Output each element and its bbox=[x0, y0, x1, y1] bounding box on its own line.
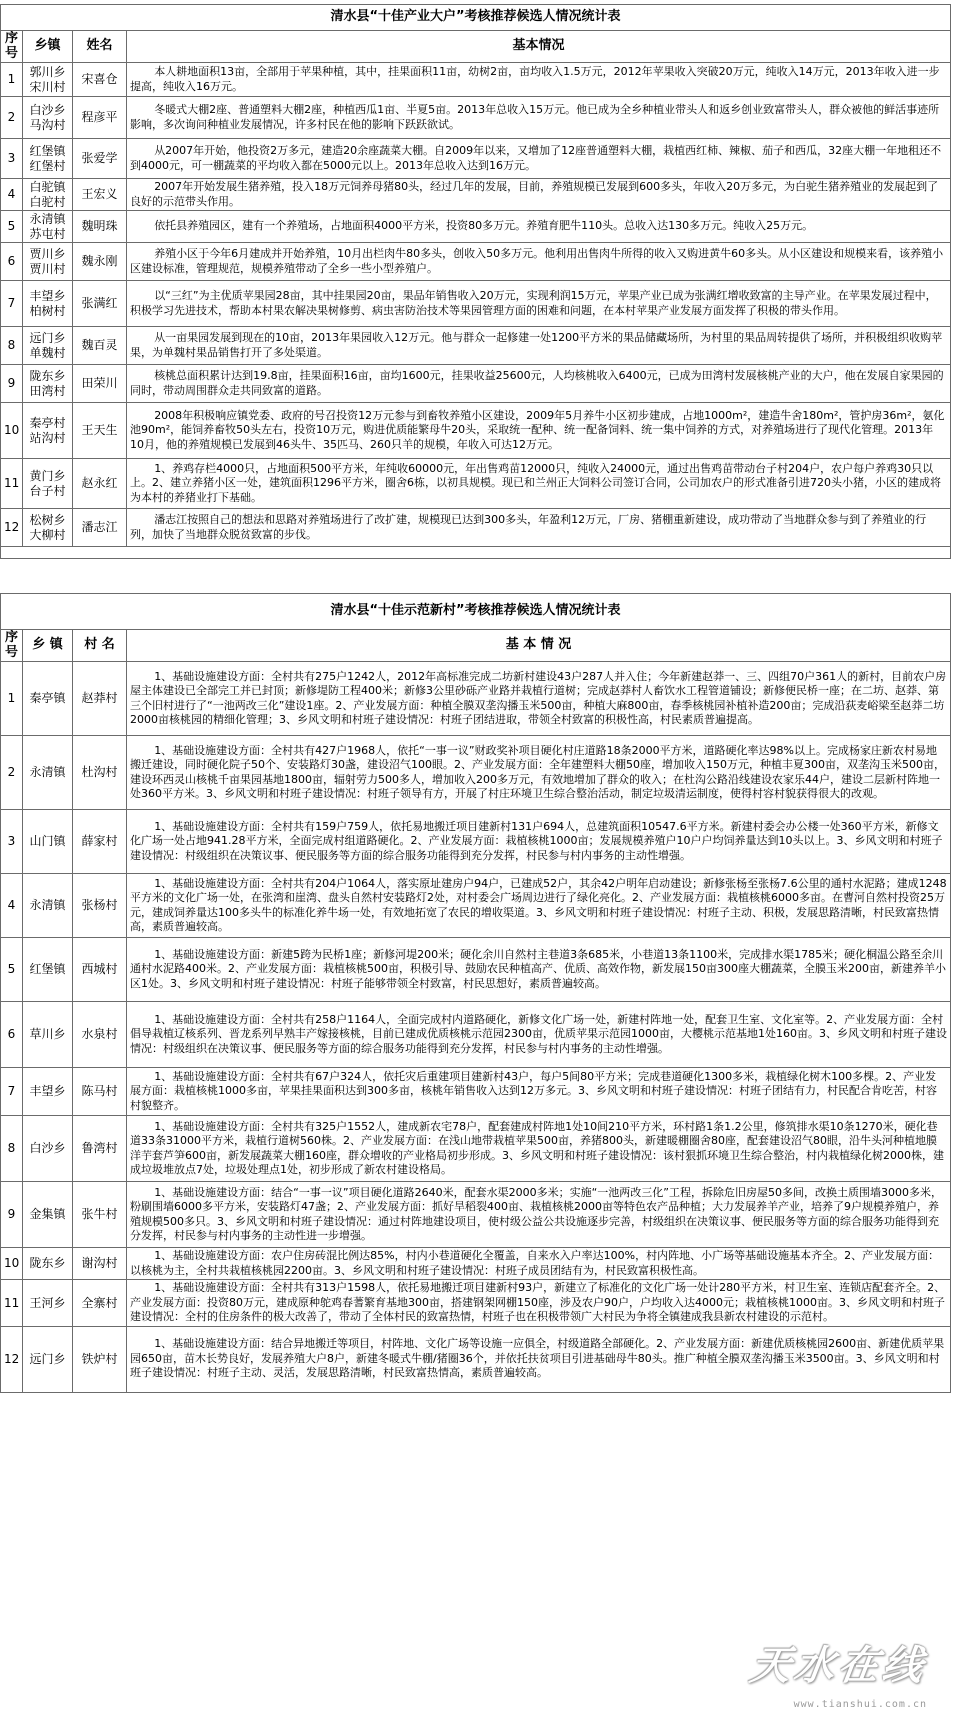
row-info: 2008年积极响应镇党委、政府的号召投资12万元参与到畜牧养殖小区建设，2009年5月养牛小区初步建成，占地1000m²，建造牛舍180m²，管护房36m²，氨化池90m²，能饲养畜牧50头左右，投资10万元，购进优质能繁母牛20头，采取统一配种、统一配备饲料、统一集中饲养的方式，对养殖场进行了现代化管理。2013年10月，他的养殖规模已发展到46头牛、35匹马、260只羊的规模，年收入可达12万元。 bbox=[127, 403, 951, 459]
row-town: 永清镇苏屯村 bbox=[23, 211, 73, 243]
row-village: 张杨村 bbox=[73, 874, 127, 938]
row-village: 铁炉村 bbox=[73, 1326, 127, 1392]
table-row bbox=[1, 1068, 951, 1116]
row-town: 永清镇 bbox=[23, 736, 73, 810]
row-seq: 7 bbox=[1, 1068, 23, 1116]
row-seq: 4 bbox=[1, 179, 23, 211]
header-row bbox=[1, 31, 951, 63]
row-info: 冬暖式大棚2座、普通塑料大棚2座，种植西瓜1亩、半夏5亩。2013年总收入15万元。他已成为全乡种植业带头人和返乡创业致富带头人，群众被他的鲜活事迹所影响，多次询问种植业发展情况，许多村民在他的影响下跃跃欲试。 bbox=[127, 97, 951, 139]
row-seq: 4 bbox=[1, 874, 23, 938]
row-town: 贾川乡贾川村 bbox=[23, 243, 73, 281]
row-town: 秦亭镇 bbox=[23, 662, 73, 736]
header-info: 基 本 情 况 bbox=[127, 630, 951, 662]
row-town: 远门乡 bbox=[23, 1326, 73, 1392]
row-info: 1、基础设施建设方面：新建5跨为民桥1座；新修河堤200米；硬化余川自然村主巷道3条685米，小巷道13条1100米，完成排水渠1785米；硬化桐温公路至余川通村水泥路400米。2、产业发展方面：栽植核桃500亩，积极引导、鼓励农民种植高产、优质、高效作物，新发展150亩300座大棚蔬菜，全膜玉米200亩，新建养羊小区1处。3、乡风文明和村班子建设情况：村班子能够带领全村致富，村民思想好，素质普遍较高。 bbox=[127, 938, 951, 1002]
row-info: 养殖小区于今年6月建成并开始养殖，10月出栏肉牛80多头，创收入50多万元。他利用出售肉牛所得的收入又购进黄牛60多头。从小区建设和规模来看，该养殖小区建设标准，管理规范，规模养殖带动了全乡一些小型养殖户。 bbox=[127, 243, 951, 281]
row-seq: 1 bbox=[1, 662, 23, 736]
row-info: 从2007年开始，他投资2万多元，建造20余座蔬菜大棚。自2009年以来，又增加了12座普通塑料大棚，栽植西红柿、辣椒、茄子和西瓜，32座大棚一年地租还不到4000元，可一棚蔬菜的平均收入都在5000元以上。2013年总收入达到16万元。 bbox=[127, 139, 951, 179]
row-village: 赵莽村 bbox=[73, 662, 127, 736]
row-village: 全寨村 bbox=[73, 1280, 127, 1327]
row-info: 1、基础设施建设方面：全村共有67户324人，依托灾后重建项目建新村43户，每户5间80平方米；完成巷道硬化1300多米，栽植绿化树木100多棵。2、产业发展方面：栽植核桃1000多亩，苹果挂果面积达到300多亩，核桃年销售收入达到12万多元。3、乡风文明和村班子建设情况：村班子团结有力，村民配合肯吃苦，村容村貌整齐。 bbox=[127, 1068, 951, 1116]
row-info: 核桃总面积累计达到19.8亩，挂果面积16亩，亩均1600元，挂果收益25600元，人均核桃收入6400元，已成为田湾村发展核桃产业的大户，他在发展自家果园的同时，带动周围群众走共同致富的道路。 bbox=[127, 365, 951, 403]
row-village: 谢沟村 bbox=[73, 1248, 127, 1280]
row-info: 以“三红”为主优质苹果园28亩，其中挂果园20亩，果品年销售收入20万元，实现利润15万元，苹果产业已成为张满红增收致富的主导产业。在苹果发展过程中，积极学习先进技术，帮助本村果农解决果树修剪、病虫害防治技术等果园管理方面的困难和问题，在本村苹果产业发展方面发挥了积极的带头作用。 bbox=[127, 281, 951, 327]
row-seq: 12 bbox=[1, 1326, 23, 1392]
row-info: 1、基础设施建设方面：全村共有258户1164人，全面完成村内道路硬化，新修文化广场一处，新建村阵地一处，配套卫生室、文化室等。2、产业发展方面：全村倡导栽植辽核系列、晋龙系列早熟丰产嫁接核桃，目前已建成优质核桃示范园2300亩，优质苹果示范园1000亩，大樱桃示范基地1处160亩。3、乡风文明和村班子建设情况：村级组织在决策议事、便民服务等方面的综合服务功能得到充分发挥，村民参与村内事务的主动性增强。 bbox=[127, 1002, 951, 1068]
row-info: 1、基础设施建设方面：全村共有204户1064人，落实原址建房户94户，已建成52户，其余42户明年启动建设；新修张杨至张杨7.6公里的通村水泥路；建成1248平方米的文化广场一处，在张湾和崖湾、盘头自然村安装路灯2处，对村委会广场周边进行了绿化亮化。2、产业发展方面：栽植核桃6000多亩。在曹河自然村投资25万元，建成饲养量达100多头牛的标准化养牛场一处，有效地拓宽了农民的增收渠道。3、乡风文明和村班子建设情况：村班子主动、积极，发展思路清晰，村民致富热情高，素质普遍较高。 bbox=[127, 874, 951, 938]
row-seq: 1 bbox=[1, 63, 23, 97]
row-seq: 8 bbox=[1, 1116, 23, 1182]
table-row bbox=[1, 63, 951, 97]
table-row bbox=[1, 938, 951, 1002]
table-title: 清水县“十佳产业大户”考核推荐候选人情况统计表 bbox=[1, 5, 951, 31]
row-town: 丰望乡 bbox=[23, 1068, 73, 1116]
row-town: 白沙乡 bbox=[23, 1116, 73, 1182]
row-seq: 6 bbox=[1, 1002, 23, 1068]
table-title-row bbox=[1, 594, 951, 630]
row-village: 西城村 bbox=[73, 938, 127, 1002]
blank-row bbox=[1, 547, 951, 559]
row-town: 红堡镇 bbox=[23, 938, 73, 1002]
row-town: 丰望乡柏树村 bbox=[23, 281, 73, 327]
row-seq: 3 bbox=[1, 810, 23, 874]
row-info: 本人耕地面积13亩，全部用于苹果种植，其中，挂果面积11亩，幼树2亩，亩均收入1.5万元，2012年苹果收入突破20万元，纯收入14万元，2013年收入进一步提高，纯收入16万元。 bbox=[127, 63, 951, 97]
row-info: 从一亩果园发展到现在的10亩，2013年果园收入12万元。他与群众一起修建一处1200平方米的果品储藏场所，为村里的果品周转提供了场所，并积极组织收购苹果，为单魏村果品销售打开了多处渠道。 bbox=[127, 327, 951, 365]
row-town: 黄门乡台子村 bbox=[23, 459, 73, 509]
site-watermark bbox=[747, 1634, 931, 1712]
row-seq: 9 bbox=[1, 1182, 23, 1248]
row-info: 2007年开始发展生猪养殖，投入18万元饲养母猪80头，经过几年的发展，目前，养殖规模已发展到600多头，年收入20万多元，为白驼生猪养殖业的发展起到了良好的示范带头作用。 bbox=[127, 179, 951, 211]
row-town: 永清镇 bbox=[23, 874, 73, 938]
row-seq: 8 bbox=[1, 327, 23, 365]
row-village: 张牛村 bbox=[73, 1182, 127, 1248]
row-seq: 11 bbox=[1, 1280, 23, 1327]
blank-cell bbox=[1, 547, 951, 559]
table-row bbox=[1, 736, 951, 810]
header-village: 村 名 bbox=[73, 630, 127, 662]
row-town: 白沙乡马沟村 bbox=[23, 97, 73, 139]
row-name: 宋喜仓 bbox=[73, 63, 127, 97]
row-seq: 5 bbox=[1, 938, 23, 1002]
table-row bbox=[1, 1280, 951, 1327]
table-row bbox=[1, 662, 951, 736]
row-info: 1、基础设施建设方面：全村共有325户1552人，建成新农宅78户，配套建成村阵地1处10间210平方米，环村路1条1.2公里，修筑排水渠10条1270米，硬化巷道33条31000平方米，栽植行道树560株。2、产业发展方面：在浅山地带栽植苹果500亩，养猪800头，新建暖棚圈舍80座，配套建设沼气80眼，沿牛头河种植地膜洋芋套芦笋600亩，新发展蔬菜大棚160座，群众增收的产业格局初步形成。3、乡风文明和村班子建设情况：该村狠抓环境卫生综合整治，村内栽植绿化树2000株，建成垃圾堆放点7处，垃圾处理点1处，初步形成了新农村建设格局。 bbox=[127, 1116, 951, 1182]
row-town: 草川乡 bbox=[23, 1002, 73, 1068]
table-row bbox=[1, 874, 951, 938]
row-seq: 6 bbox=[1, 243, 23, 281]
header-town: 乡 镇 bbox=[23, 630, 73, 662]
header-info: 基本情况 bbox=[127, 31, 951, 63]
row-seq: 10 bbox=[1, 403, 23, 459]
row-town: 王河乡 bbox=[23, 1280, 73, 1327]
row-name: 田荣川 bbox=[73, 365, 127, 403]
row-name: 魏明珠 bbox=[73, 211, 127, 243]
candidates-table-industry bbox=[0, 4, 951, 559]
row-info: 1、基础设施建设方面：结合异地搬迁等项目，村阵地、文化广场等设施一应俱全，村级道路全部硬化。2、产业发展方面：新建优质核桃园2600亩、新建优质苹果园650亩，苗木长势良好，发展养殖大户8户，新建冬暖式牛棚/猪圈36个，并依托扶贫项目引进基础母牛80头。推广种植全膜双垄沟播玉米3500亩。3、乡风文明和村班子建设情况：村班子主动、灵活，发展思路清晰，村民致富热情高，素质普遍较高。 bbox=[127, 1326, 951, 1392]
table-row bbox=[1, 1182, 951, 1248]
watermark-url: www.tianshui.com.cn bbox=[793, 1699, 927, 1710]
row-info: 1、基础设施建设方面：全村共有427户1968人，依托“一事一议”财政奖补项目硬化村庄道路18条2000平方米，道路硬化率达98%以上。完成杨家庄新农村易地搬迁建设，同时硬化院子50个、安装路灯30盏，建设沼气100眼。2、产业发展方面：全年建塑料大棚50座，增加收入150万元，种植丰夏300亩，双垄沟玉米500亩，建设环西灵山核桃千亩果园基地1800亩，辐射劳力500多人，增加收入200多万元，有效地增加了群众的收入；在杜沟公路沿线建设农家乐44户，建设二层新村阵地一处360平方米。3、乡风文明和村班子建设情况：村班子领导有方，开展了村庄环境卫生综合整治活动，制定垃圾清运制度，使得村容村貌获得很大的改观。 bbox=[127, 736, 951, 810]
row-name: 程彦平 bbox=[73, 97, 127, 139]
row-info: 1、基础设施建设方面：农户住房砖混比例达85%，村内小巷道硬化全覆盖，自来水入户率达100%，村内阵地、小广场等基础设施基本齐全。2、产业发展方面：以核桃为主，全村共栽植核桃园2200亩。3、乡风文明和村班子建设情况：村班子成员团结有为，村民致富积极性高。 bbox=[127, 1248, 951, 1280]
row-village: 薛家村 bbox=[73, 810, 127, 874]
table-row bbox=[1, 1326, 951, 1392]
table-row bbox=[1, 810, 951, 874]
row-town: 远门乡单魏村 bbox=[23, 327, 73, 365]
row-name: 张满红 bbox=[73, 281, 127, 327]
header-seq: 序号 bbox=[1, 31, 23, 63]
header-seq: 序号 bbox=[1, 630, 23, 662]
row-info: 潘志江按照自己的想法和思路对养殖场进行了改扩建，规模现已达到300多头，年盈利12万元，厂房、猪棚重新建设，成功带动了当地群众参与到了养殖业的行列，加快了当地群众脱贫致富的步伐。 bbox=[127, 509, 951, 547]
row-name: 王天生 bbox=[73, 403, 127, 459]
row-name: 潘志江 bbox=[73, 509, 127, 547]
row-info: 依托县养殖园区，建有一个养殖场，占地面积4000平方米，投资80多万元。养殖育肥牛110头。总收入达130多万元。纯收入25万元。 bbox=[127, 211, 951, 243]
row-village: 杜沟村 bbox=[73, 736, 127, 810]
table-row bbox=[1, 1116, 951, 1182]
row-town: 山门镇 bbox=[23, 810, 73, 874]
header-town: 乡镇 bbox=[23, 31, 73, 63]
table-row bbox=[1, 403, 951, 459]
table-row bbox=[1, 459, 951, 509]
row-town: 红堡镇红堡村 bbox=[23, 139, 73, 179]
row-seq: 2 bbox=[1, 736, 23, 810]
table-title-row bbox=[1, 5, 951, 31]
watermark-logo-text: 天水在线 bbox=[747, 1642, 930, 1689]
table-title: 清水县“十佳示范新村”考核推荐候选人情况统计表 bbox=[1, 594, 951, 630]
row-town: 陇东乡 bbox=[23, 1248, 73, 1280]
table-row bbox=[1, 281, 951, 327]
row-village: 鲁湾村 bbox=[73, 1116, 127, 1182]
row-town: 郭川乡宋川村 bbox=[23, 63, 73, 97]
table-row bbox=[1, 211, 951, 243]
table-row bbox=[1, 1002, 951, 1068]
row-town: 秦亭村站沟村 bbox=[23, 403, 73, 459]
row-info: 1、基础设施建设方面：结合“一事一议”项目硬化道路2640米，配套水渠2000多米；实施“一池两改三化”工程，拆除危旧房屋50多间，改换土质围墙3000多米，粉刷围墙6000多平方米，安装路灯47盏；2、产业发展方面：抓好旱稻裂400亩、栽植核桃2000亩等特色农产品种植；大力发展养羊产业，培养了9户规模养殖户，养殖规模500多只。3、乡风文明和村班子建设情况：通过村阵地建设项目，使村级公益公共设施逐步完善，村级组织在决策议事、便民服务等方面的综合服务功能得到充分发挥，村民参与村内事务的主动性进一步增强。 bbox=[127, 1182, 951, 1248]
row-seq: 12 bbox=[1, 509, 23, 547]
row-town: 陇东乡田湾村 bbox=[23, 365, 73, 403]
row-town: 松树乡大柳村 bbox=[23, 509, 73, 547]
row-town: 金集镇 bbox=[23, 1182, 73, 1248]
table-row bbox=[1, 327, 951, 365]
row-name: 王宏义 bbox=[73, 179, 127, 211]
row-name: 魏永刚 bbox=[73, 243, 127, 281]
row-name: 赵永红 bbox=[73, 459, 127, 509]
table-row bbox=[1, 139, 951, 179]
row-seq: 2 bbox=[1, 97, 23, 139]
row-village: 水泉村 bbox=[73, 1002, 127, 1068]
table-row bbox=[1, 97, 951, 139]
row-seq: 3 bbox=[1, 139, 23, 179]
table-row bbox=[1, 365, 951, 403]
row-info: 1、基础设施建设方面：全村共有275户1242人，2012年高标准完成二坊新村建设43户287人并入住；今年新建赵莽一、三、四组70户361人的新村，目前农户房屋主体建设已全部完工并已封顶；新修堤防工程400米；新修3公里砂砾产业路并栽植行道树；完成赵莽村人畜饮水工程管道铺设；新修便民桥一座；在二坊、赵莽、第三个旧村进行了“一池两改三化”建设1座。2、产业发展方面：种植全膜双垄沟播玉米500亩，种植大麻800亩，春季核桃园补植补造200亩；完成沿荻麦峪梁至赵莽二坊2000亩核桃园的精细化管理；3、乡风文明和村班子建设情况：村班子团结进取，带领全村致富的积极性高，村民素质普遍提高。 bbox=[127, 662, 951, 736]
row-town: 白驼镇白驼村 bbox=[23, 179, 73, 211]
row-seq: 9 bbox=[1, 365, 23, 403]
row-seq: 10 bbox=[1, 1248, 23, 1280]
header-name: 姓名 bbox=[73, 31, 127, 63]
row-name: 张爱学 bbox=[73, 139, 127, 179]
table-row bbox=[1, 509, 951, 547]
row-info: 1、基础设施建设方面：全村共有159户759人，依托易地搬迁项目建新村131户694人，总建筑面积10547.6平方米。新建村委会办公楼一处360平方米，新修文化广场一处占地941.28平方米，全面完成村组道路硬化。2、产业发展方面：栽植核桃1000亩；发展规模养殖户10户户均饲养量达到10头以上。3、乡风文明和村班子建设情况：村级组织在决策议事、便民服务等方面的综合服务功能得到充分发挥，村民参与村内事务的主动性增强。 bbox=[127, 810, 951, 874]
row-info: 1、养鸡存栏4000只，占地面积500平方米，年纯收60000元，年出售鸡苗12000只，纯收入24000元，通过出售鸡苗带动台子村204户，农户每户养鸡30只以上。2、建立养猪小区一处，建筑面积1296平方米，圈舍6栋，以初具规模。现已和兰州正大饲料公司签订合同，公司加农户的形式准备引进720头小猪，小区的建成将为本村的养猪业打下基础。 bbox=[127, 459, 951, 509]
table-row bbox=[1, 1248, 951, 1280]
row-name: 魏百灵 bbox=[73, 327, 127, 365]
candidates-table-villages bbox=[0, 593, 951, 1393]
table-row bbox=[1, 179, 951, 211]
row-village: 陈马村 bbox=[73, 1068, 127, 1116]
row-seq: 5 bbox=[1, 211, 23, 243]
row-seq: 11 bbox=[1, 459, 23, 509]
header-row bbox=[1, 630, 951, 662]
row-seq: 7 bbox=[1, 281, 23, 327]
table-row bbox=[1, 243, 951, 281]
row-info: 1、基础设施建设方面：全村共有313户1598人，依托易地搬迁项目建新村93户，新建立了标准化的文化广场一处计280平方米，村卫生室、连锁店配套齐全。2、产业发展方面：投资80万元，建成原种鸵鸡春蓍繁育基地300亩，搭建钢架网棚150座，涉及农户90户，户均收入达4000元；栽植核桃1000亩。3、乡风文明和村班子建设情况：全村的住房条件的极大改善了，带动了全体村民的致富热情，村班子也在积极带领广大村民为争将全镇建成我县新农村建设的示范村。 bbox=[127, 1280, 951, 1327]
